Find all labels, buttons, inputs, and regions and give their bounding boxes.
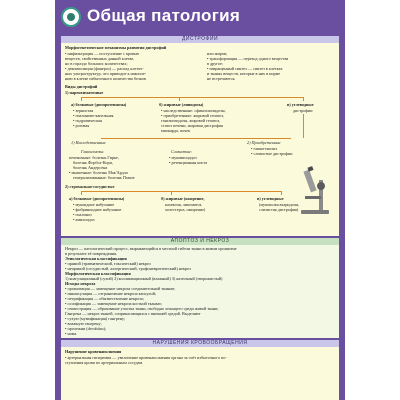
connector-line — [303, 114, 304, 138]
text-line: • мышечные: болезнь Мак'Ардла — [69, 170, 128, 175]
text-line: • декомпозиция (фанероз) — распад клеточ- — [65, 66, 144, 71]
text-line: • роговая — [73, 123, 90, 128]
connector-line — [81, 191, 281, 192]
text-line: • секвестрация — образование участка ткани, свободно лежащего среди живой ткани; — [65, 306, 219, 311]
stromal-protein-heading: а) белковые (диспротеинозы) — [69, 196, 125, 201]
text-line: • мукоидное набухание — [73, 202, 115, 207]
protein-dystrophy-heading: а) белковые (диспротеинозы) — [71, 102, 127, 107]
section-band-dystrophy: ДИСТРОФИИ — [61, 36, 339, 43]
page-title: Общая патология — [87, 6, 241, 25]
connector-line — [281, 191, 282, 195]
text-line: кахексия, липоматоз, — [165, 202, 203, 207]
text-line: • петрификация — обызвествление некроза; — [65, 296, 144, 301]
text-line: дистрофии — [293, 108, 313, 113]
text-line: 1) коагуляционный (сухой) 2) колликвационный (влажный) 3) казеозный (творожистый) — [65, 276, 223, 281]
text-line: Некроз — патологический процесс, выражающийся в местной гибели ткани в живом организме — [65, 246, 237, 251]
text-line: (мукополисахаридозы, — [259, 202, 300, 207]
text-line: веществ, свойственных данной клетке, — [65, 56, 135, 61]
connector-line — [81, 191, 82, 195]
text-line: или жиров; — [207, 51, 228, 56]
connector-line — [81, 97, 82, 101]
text-line: • инкапсуляция — отграничение некроза капсулой; — [65, 291, 156, 296]
text-line: • прямой (травматический, токсический) некроз — [65, 261, 151, 266]
text-line: • оссификация — замещение некроза костной тканью; — [65, 301, 162, 306]
text-line: • артериальная гиперемия — увеличение кровенаполнения органа за счёт избыточного по- — [65, 355, 227, 360]
text-line: Гангрена — некроз тканей, соприкасающихся с внешней средой. Выделяют — [65, 311, 201, 316]
text-line: болезнь Андерсена — [73, 165, 108, 170]
poster — [55, 0, 345, 400]
morphology-heading: Морфологическая классификация — [65, 271, 131, 276]
fat-dystrophy-heading: б) жировые (липидозы) — [159, 102, 204, 107]
text-line: не встречаются. — [207, 76, 236, 81]
text-line: печеночные: болезнь Гирке, — [69, 155, 119, 160]
mechanisms-heading: Морфогенетические механизмы развития дистрофий — [65, 45, 167, 50]
carb-dystrophy-heading: в) углеводные — [287, 102, 314, 107]
text-line: • непрямой (сосудистый, аллергический, трофоневротический) некроз — [65, 266, 191, 271]
types-heading: Виды дистрофий — [65, 84, 98, 89]
text-line: • приобретенные: жировой гепатоз, — [161, 113, 225, 118]
section-band-necrosis: АПОПТОЗ И НЕКРОЗ — [61, 238, 339, 245]
text-line: ганглиозидозы, жировой гепатоз, — [161, 118, 221, 123]
stromal-fat-heading: б) жировые (ожирение, — [161, 196, 205, 201]
text-line: • ретенционная киста — [169, 160, 208, 165]
stromal-heading: 2) стромально-сосудистые — [65, 184, 115, 189]
header — [55, 0, 345, 34]
hereditary-heading: 1) Наследственные — [71, 140, 106, 145]
circulation-heading: Нарушение кровенаполнения — [65, 349, 122, 354]
text-line: • извращенный синтез — синтез в клетках — [207, 66, 283, 71]
connector-line — [81, 97, 303, 98]
text-line: • слизистые дистрофии — [251, 151, 293, 156]
circulation-panel — [61, 340, 339, 400]
text-line: ступления крови по артериальным сосудам. — [65, 360, 144, 365]
text-line: нию в клетке избыточного количества белков — [65, 76, 146, 81]
text-line: • нома. — [65, 331, 78, 336]
connector-line — [101, 138, 291, 139]
text-line: • организация — замещение некроза соединительной тканью; — [65, 286, 176, 291]
text-line: и тканях веществ, которые в них в норме — [207, 71, 281, 76]
text-line: • гиалиноз — [73, 212, 92, 217]
text-line: • сухую (мумификация) гангрену; — [65, 316, 126, 321]
text-line: • гиалиново-капельная — [73, 113, 114, 118]
parenchymal-heading: 1) паренхиматозные — [65, 90, 104, 95]
text-line: • зернистая — [73, 108, 94, 113]
text-line: но в гораздо больших количествах; — [65, 61, 128, 66]
text-line: • муковисцидоз — [169, 155, 197, 160]
text-line: миокарда, почек — [161, 128, 191, 133]
text-line: • трансформация — переход одного вещества — [207, 56, 289, 61]
microscope-icon — [297, 166, 333, 216]
stromal-carb-heading: в) углеводные — [257, 196, 284, 201]
text-line: • амилоидоз — [73, 217, 95, 222]
text-line: • фибриноидное набухание — [73, 207, 122, 212]
logo-icon — [61, 7, 81, 27]
mucous-heading: Слизистые: — [171, 149, 193, 154]
connector-line — [179, 97, 180, 101]
text-line: статоз печени, жировая дистрофия — [161, 123, 223, 128]
acquired-heading: 2) Приобретенные — [247, 140, 281, 145]
text-line: • гидропическая — [73, 118, 102, 123]
dystrophy-panel — [61, 36, 339, 236]
etiology-heading: Этиологическая классификация — [65, 256, 127, 261]
text-line: болезнь Форбса-Кори, — [73, 160, 113, 165]
text-line: • гликогенолиз — [251, 146, 278, 151]
text-line: генерализованные: болезнь Помпе — [73, 175, 135, 180]
text-line: ных ультраструктур, что приводит к накопле- — [65, 71, 147, 76]
text-line: • инфильтрация — поступление с кровью — [65, 51, 140, 56]
text-line: • пролежни (decubitus); — [65, 326, 107, 331]
section-band-circulation: НАРУШЕНИЯ КРОВООБРАЩЕНИЯ — [61, 340, 339, 347]
text-line: холестероз, ожирение) — [165, 207, 206, 212]
text-line: в результате её повреждения. — [65, 251, 118, 256]
necrosis-panel — [61, 238, 339, 338]
text-line: слизистая дистрофия) — [259, 207, 299, 212]
glycogenosis-heading: Гликогенозы: — [81, 149, 105, 154]
outcomes-heading: Исходы некроза — [65, 281, 96, 286]
connector-line — [171, 191, 172, 195]
text-line: • наследственные: сфинголипидозы, — [161, 108, 226, 113]
text-line: в другое; — [207, 61, 224, 66]
connector-line — [303, 97, 304, 101]
text-line: • влажную гангрену; — [65, 321, 102, 326]
